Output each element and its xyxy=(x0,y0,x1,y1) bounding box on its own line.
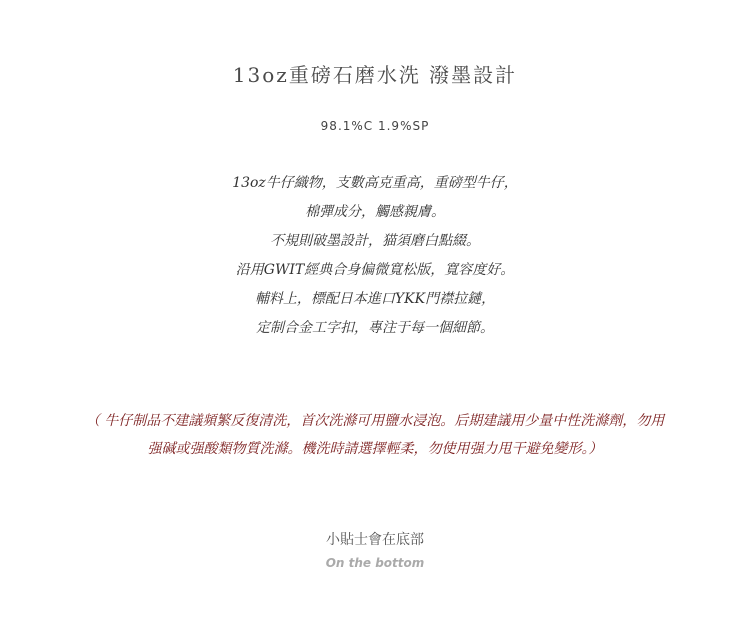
description-line: 定制合金工字扣，專注于每一個細節。 xyxy=(256,320,494,336)
tip-subheading: On the bottom xyxy=(325,556,425,570)
care-instructions xyxy=(30,407,720,463)
description-line: 沿用GWIT經典合身偏微寬松版，寬容度好。 xyxy=(235,262,515,278)
fabric-composition: 98.1%C 1.9%SP xyxy=(320,119,430,133)
product-title: 13oz重磅石磨水洗 潑墨設計 xyxy=(232,63,518,87)
product-description xyxy=(0,169,750,343)
description-line: 13oz牛仔織物，支數高克重高，重磅型牛仔， xyxy=(232,175,518,191)
description-line: 棉彈成分，觸感親膚。 xyxy=(305,204,445,220)
description-line: 不規則破墨設計，猫須磨白點綴。 xyxy=(270,233,480,249)
care-line: （ 牛仔制品不建議頻繁反復清洗，首次洗滌可用鹽水浸泡。后期建議用少量中性洗滌劑，勿用 xyxy=(85,413,665,429)
tip-heading: 小貼士會在底部 xyxy=(326,532,424,548)
description-line: 輔料上，標配日本進口YKK門襟拉鏈， xyxy=(254,291,496,307)
care-line: 强碱或强酸類物質洗滌。機洗時請選擇輕柔，勿使用强力甩干避免變形。） xyxy=(147,441,603,457)
